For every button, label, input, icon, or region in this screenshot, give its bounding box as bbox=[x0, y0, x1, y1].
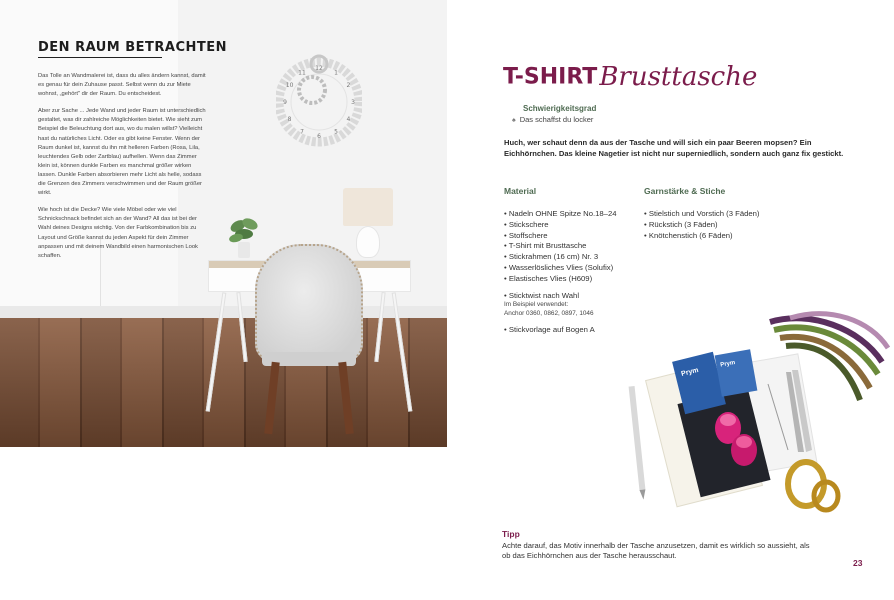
list-item: • T-Shirt mit Brusttasche bbox=[504, 241, 587, 251]
twist-colors: Anchor 0360, 0862, 0897, 1046 bbox=[504, 309, 594, 317]
list-item: • Elastisches Vlies (H609) bbox=[504, 273, 593, 283]
lamp-base bbox=[356, 226, 380, 258]
clock-numeral: 7 bbox=[300, 128, 304, 136]
list-item: • Stickrahmen (16 cm) Nr. 3 bbox=[504, 252, 599, 262]
tip-label: Tipp bbox=[502, 529, 520, 539]
intro-text: Huch, wer schaut denn da aus der Tasche und will sich ein paar Beeren mopsen? Ein Eichhörnchen. Das kleine Nagetier ist nicht nur superniedlich, sondern auch ganz fix gestickt. bbox=[504, 138, 844, 158]
heading-rule bbox=[38, 57, 162, 58]
page-title bbox=[503, 62, 757, 102]
left-paragraph-1: Das Tolle an Wandmalerei ist, dass du alles ändern kannst, damit es genau für dein Zuhause passt. Selbst wenn du zur Miete wohnst, „gehört" dir der Raum. Du entscheidest. bbox=[38, 73, 206, 98]
clock-numeral: 3 bbox=[351, 99, 355, 106]
twist-note: Im Beispiel verwendet: bbox=[504, 301, 569, 309]
tip-text: Achte darauf, das Motiv innerhalb der Tasche anzusetzen, damit es wirklich so aussieht, als ob das Eichhörnchen aus der Tasche herausschaut. bbox=[502, 541, 810, 561]
list-item: • Sticktwist nach Wahl bbox=[504, 290, 580, 300]
list-item: • Rückstich (3 Fäden) bbox=[644, 219, 718, 229]
difficulty-label: Schwierigkeitsgrad bbox=[523, 104, 597, 113]
title-main: T-SHIRT bbox=[503, 64, 598, 90]
clock-numeral: 12 bbox=[315, 65, 323, 72]
left-page-heading: DEN RAUM BETRACHTEN bbox=[38, 40, 228, 55]
title-script: Brusttasche bbox=[599, 62, 758, 92]
stitches-list bbox=[644, 209, 760, 241]
potted-plant bbox=[228, 214, 260, 260]
difficulty-value: Das schaffst du locker bbox=[519, 115, 594, 124]
clock-numeral: 4 bbox=[346, 116, 351, 123]
clock-numeral: 8 bbox=[287, 116, 292, 123]
clock-numeral: 10 bbox=[285, 82, 294, 89]
page-number: 23 bbox=[853, 558, 863, 568]
material-list bbox=[504, 209, 617, 335]
materials-photo bbox=[620, 300, 890, 520]
left-paragraph-2: Aber zur Sache ... Jede Wand und jeder Raum ist unterschiedlich gestaltet, was dir zahlreiche Möglichkeiten bietet. Wie sieht zum Beispiel die Beleuchtung dort aus, wo du malen willst? Vielleicht hast du natürliches Licht. Oder es gibt keine Fenster. Wenn der Raum dunkel ist, kannst du ihn mit helleren Farben (Rosa, Lila, leuchtendes Gelb oder Zartblau) aufhellen. Wenn das Zimmer klein ist, können dunkle Farben es manchmal größer wirken lassen. Dunkle Farben absorbieren mehr Licht als helle, sodass die Grenzen des Zimmers verschwimmen und der Raum größer wirkt. bbox=[38, 108, 206, 197]
clock-numeral: 6 bbox=[317, 133, 321, 140]
clock-numeral: 2 bbox=[346, 82, 351, 89]
person-icon: ♠ bbox=[512, 117, 516, 124]
list-item: • Knötchenstich (6 Fäden) bbox=[644, 230, 733, 240]
clock-numeral: 9 bbox=[283, 99, 287, 106]
clock-numeral: 1 bbox=[334, 69, 338, 77]
list-item: • Stoffschere bbox=[504, 230, 548, 240]
list-item: • Stickschere bbox=[504, 219, 549, 229]
prym-label: Prym bbox=[719, 360, 736, 369]
stitches-heading: Garnstärke & Stiche bbox=[644, 186, 726, 196]
wall-clock bbox=[276, 50, 362, 148]
prym-label: Prym bbox=[680, 366, 700, 378]
list-item: • Stickvorlage auf Bogen A bbox=[504, 324, 595, 334]
left-page-body bbox=[38, 72, 208, 269]
difficulty-value-line bbox=[512, 115, 593, 124]
lamp-shade bbox=[343, 188, 393, 226]
list-item: • Stielstich und Vorstich (3 Fäden) bbox=[644, 209, 760, 218]
list-item: • Wasserlösliches Vlies (Solufix) bbox=[504, 262, 614, 272]
material-heading: Material bbox=[504, 186, 537, 196]
upholstered-chair bbox=[255, 244, 363, 362]
list-item: • Nadeln OHNE Spitze No.18–24 bbox=[504, 209, 617, 218]
clock-numeral: 11 bbox=[298, 69, 306, 77]
clock-numeral: 5 bbox=[334, 128, 338, 136]
left-paragraph-3: Wie hoch ist die Decke? Wie viele Möbel oder wie viel Schnickschnack befindet sich an der Wand? All das ist bei der Wahl deines Designs wichtig. Von der Farbkombination bis zu Layout und Größe kannst du jeden Aspekt für dein Zimmer anpassen und mit deinem Wandbild einen harmonischen Look schaffen. bbox=[38, 207, 198, 259]
